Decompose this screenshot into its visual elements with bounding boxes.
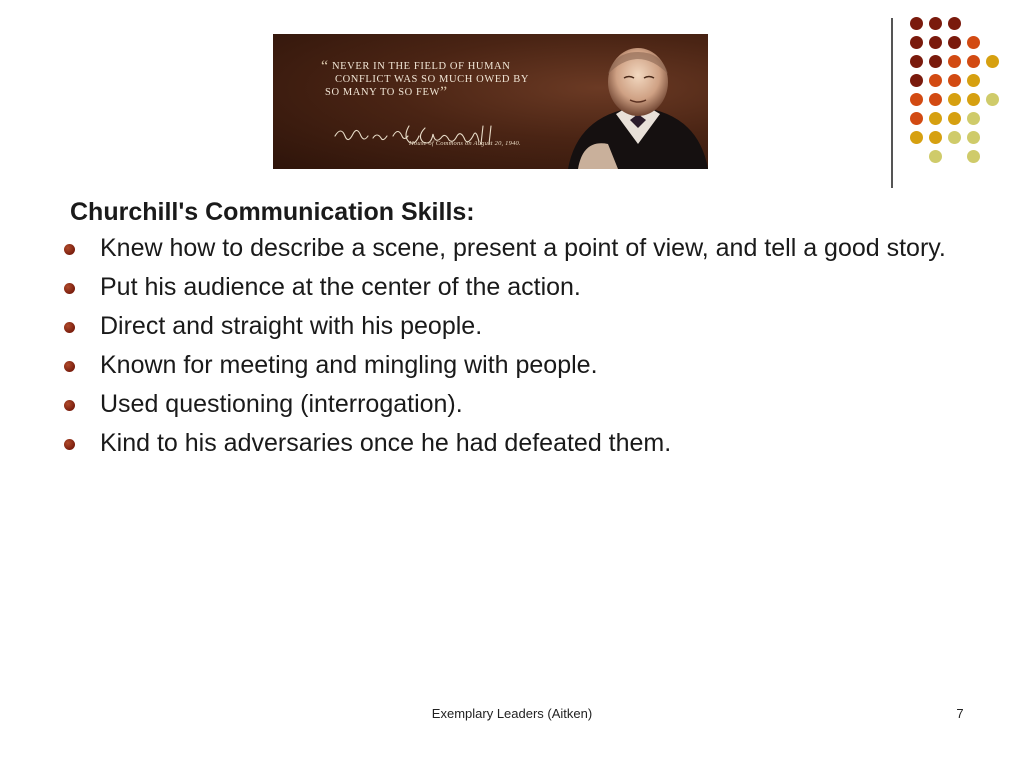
footer-title: Exemplary Leaders (Aitken): [431, 706, 593, 721]
decorative-dot-grid: [910, 14, 1010, 164]
banner-source-caption: House of Commons on August 20, 1940.: [409, 140, 521, 147]
decor-dot: [967, 131, 980, 144]
bullet-text: Known for meeting and mingling with people.: [100, 351, 598, 379]
bullet-dot-icon: [64, 244, 75, 255]
decor-dot: [967, 112, 980, 125]
decor-dot: [910, 93, 923, 106]
bullet-list: [60, 232, 980, 459]
bullet-dot-icon: [64, 439, 75, 450]
churchill-portrait: [538, 34, 708, 169]
bullet-item: [60, 271, 960, 303]
bullet-text: Used questioning (interrogation).: [100, 390, 463, 418]
decor-dot: [967, 74, 980, 87]
decor-dot: [929, 150, 942, 163]
bullet-item: [60, 349, 960, 381]
decor-dot: [929, 74, 942, 87]
decor-dot: [948, 112, 961, 125]
bullet-dot-icon: [64, 283, 75, 294]
decor-dot: [929, 112, 942, 125]
close-quote-mark: ”: [440, 84, 448, 101]
open-quote-mark: “: [321, 58, 329, 75]
decor-dot: [948, 17, 961, 30]
decor-dot: [910, 36, 923, 49]
churchill-quote-banner: [273, 34, 708, 169]
bullet-text: Direct and straight with his people.: [100, 312, 483, 340]
decor-dot: [967, 55, 980, 68]
bullet-dot-icon: [64, 322, 75, 333]
decorative-divider-line: [891, 18, 893, 188]
decor-dot: [929, 36, 942, 49]
decor-dot: [948, 74, 961, 87]
decor-dot: [910, 74, 923, 87]
decor-dot: [948, 131, 961, 144]
decor-dot: [967, 36, 980, 49]
decor-dot: [948, 36, 961, 49]
decor-dot: [910, 112, 923, 125]
decor-dot: [986, 55, 999, 68]
banner-quote: [313, 60, 563, 99]
page-number: 7: [956, 706, 964, 721]
decor-dot: [967, 93, 980, 106]
slide-heading: Churchill's Communication Skills:: [70, 198, 475, 226]
slide-content: [60, 198, 980, 466]
bullet-item: [60, 427, 960, 459]
decor-dot: [948, 93, 961, 106]
quote-line: SO MANY TO SO FEW: [325, 87, 441, 98]
bullet-dot-icon: [64, 361, 75, 372]
decor-dot: [929, 131, 942, 144]
bullet-item: [60, 310, 960, 342]
bullet-text: Kind to his adversaries once he had defeated them.: [100, 429, 672, 457]
bullet-dot-icon: [64, 400, 75, 411]
bullet-text: Knew how to describe a scene, present a point of view, and tell a good story.: [100, 234, 946, 262]
decor-dot: [910, 131, 923, 144]
decor-dot: [910, 17, 923, 30]
decor-dot: [929, 55, 942, 68]
decor-dot: [929, 93, 942, 106]
decor-dot: [986, 93, 999, 106]
quote-line: NEVER IN THE FIELD OF HUMAN: [331, 61, 511, 72]
bullet-item: [60, 388, 960, 420]
bullet-text: Put his audience at the center of the action.: [100, 273, 581, 301]
bullet-item: [60, 232, 960, 264]
decor-dot: [929, 17, 942, 30]
decor-dot: [948, 55, 961, 68]
decor-dot: [967, 150, 980, 163]
quote-line: CONFLICT WAS SO MUCH OWED BY: [335, 74, 530, 85]
decor-dot: [910, 55, 923, 68]
